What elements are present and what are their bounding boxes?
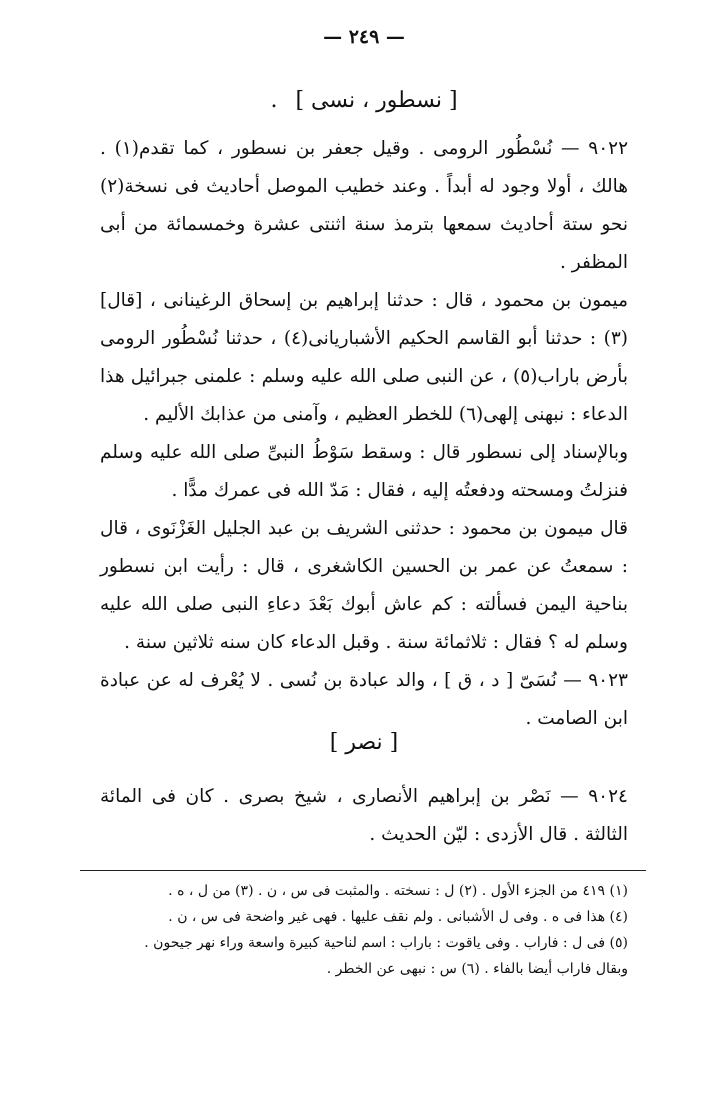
footnote-line: (١) ٤١٩ من الجزء الأول . (٢) ل : نسخته . والمثبت فى س ، ن . (٣) من ل ، ه . bbox=[168, 883, 628, 899]
heading-dot: . bbox=[270, 88, 278, 113]
entry-9024: ٩٠٢٤ — نَصْر بن إبراهيم الأنصارى ، شيخ بصرى . كان فى المائة الثالثة . قال الأزدى : ليّن الحديث . bbox=[100, 786, 628, 845]
footnote-line: وبقال فاراب أيضا بالفاء . (٦) س : نبهى عن الخطر . bbox=[326, 961, 628, 977]
entry-9022: ٩٠٢٢ — نُسْطُور الرومى . وقيل جعفر بن نسطور ، كما تقدم(١) . هالك ، أولا وجود له أبداً . وعند خطيب الموصل أحاديث فى نسخة(٢) نحو ستة أحاديث سمعها بترمذ سنة اثنتى عشرة وخمسمائة من أبى المظفر . bbox=[100, 138, 629, 273]
section-heading-text: [ نسطور ، نسى ] bbox=[295, 88, 458, 113]
section-heading-nastur bbox=[0, 88, 728, 113]
footnote-line: (٥) فى ل : فاراب . وفى ياقوت : باراب : اسم لناحية كبيرة واسعة وراء نهر جيحون . bbox=[144, 935, 628, 951]
footnote-divider bbox=[80, 870, 646, 871]
entry-9022-isnad: ميمون بن محمود ، قال : حدثنا إبراهيم بن إسحاق الرغينانى ، [قال](٣) : حدثنا أبو القاسم الحكيم الأشباريانى(٤) ، حدثنا نُسْطُور الرومى بأرض باراب(٥) ، عن النبى صلى الله عليه وسلم : علمنى جبرائيل هذا الدعاء : نبهنى إلهى(٦) للخطر العظيم ، وآمنى من عذابك الأليم . bbox=[100, 290, 628, 425]
section-heading-nasr: [ نصر ] bbox=[329, 730, 399, 755]
entry-9022-whip: وبالإسناد إلى نسطور قال : وسقط سَوْطُ النبىِّ صلى الله عليه وسلم فنزلتُ ومسحته ودفعتُه إليه ، فقال : مَدّ الله فى عمرك مدًّا . bbox=[100, 442, 628, 501]
footnote-line: (٤) هذا فى ه . وفى ل الأشبانى . ولم نقف عليها . فهى غير واضحة فى س ، ن . bbox=[168, 909, 628, 925]
page-number: — ٢٤٩ — bbox=[323, 26, 405, 48]
entry-9022-age: قال ميمون بن محمود : حدثنى الشريف بن عبد الجليل الغَزْنَوى ، قال : سمعتُ عن عمر بن الحسين الكاشغرى ، قال : رأيت ابن نسطور بناحية اليمن فسألته : كم عاش أبوك بَعْدَ دعاءِ النبى صلى الله عليه وسلم له ؟ فقال : ثلاثمائة سنة . وقبل الدعاء كان سنه ثلاثين سنة . bbox=[100, 518, 628, 653]
footnotes bbox=[86, 878, 628, 982]
entry-9023: ٩٠٢٣ — نُسَىّ [ د ، ق ] ، والد عبادة بن نُسى . لا يُعْرف له عن عبادة ابن الصامت . bbox=[100, 670, 628, 729]
entries-block-1 bbox=[100, 130, 628, 738]
entries-block-2 bbox=[100, 778, 628, 854]
